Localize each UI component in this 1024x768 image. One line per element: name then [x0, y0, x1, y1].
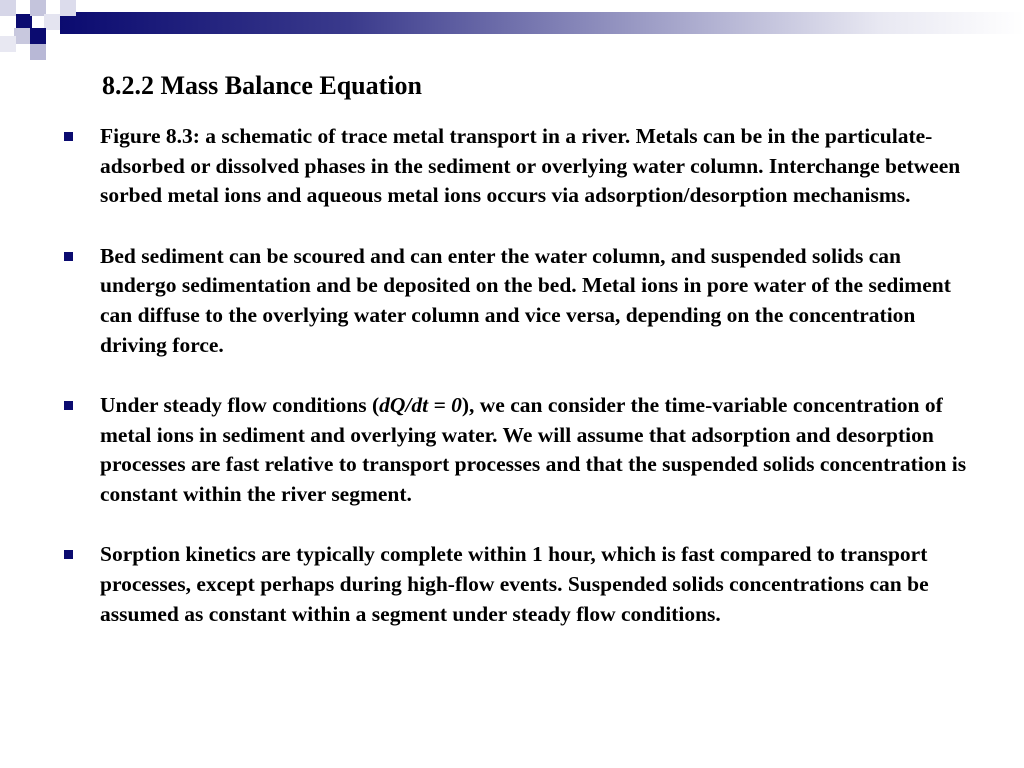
- square-bullet-icon: [64, 401, 73, 410]
- decor-square: [30, 44, 46, 60]
- header-gradient-bar: [60, 12, 1024, 34]
- square-bullet-icon: [64, 132, 73, 141]
- square-bullet-icon: [64, 550, 73, 559]
- decor-square: [44, 14, 60, 30]
- bullet-text: Figure 8.3: a schematic of trace metal transport in a river. Metals can be in the particulate-adsorbed or dissolved phases in the sediment or overlying water column. Interchange between sorbed metal ions and aqueous metal ions occurs via adsorption/desorption mechanisms.: [100, 124, 961, 208]
- bullet-equation: dQ/dt = 0: [379, 392, 462, 417]
- bullet-text-before: Under steady flow conditions (: [100, 392, 380, 417]
- bullet-text: Bed sediment can be scoured and can enter the water column, and suspended solids can undergo sedimentation and be deposited on the bed. Metal ions in pore water of the sediment can diffuse to the overlying water column and vice versa, depending on the concentration driving force.: [100, 243, 951, 357]
- decor-square: [30, 28, 46, 44]
- bullet-text: Sorption kinetics are typically complete within 1 hour, which is fast compared to transport processes, except perhaps during high-flow events. Suspended solids concentrations can be assumed as constant within a segment under steady flow conditions.: [100, 542, 929, 626]
- bullet-item: [100, 242, 980, 361]
- decor-square: [0, 0, 16, 16]
- square-bullet-icon: [64, 252, 73, 261]
- decor-square: [60, 0, 76, 16]
- bullet-item: [100, 122, 980, 211]
- bullet-item: [100, 540, 980, 629]
- slide-title: 8.2.2 Mass Balance Equation: [102, 71, 422, 100]
- bullet-item: [100, 391, 980, 510]
- bullet-list: [100, 122, 980, 660]
- decor-square: [14, 28, 30, 44]
- bullet-text-after: ), we can consider the time-variable concentration of metal ions in sediment and overlying water. We will assume that adsorption and desorption processes are fast relative to transport processes and that the suspended solids concentration is constant within the river segment.: [100, 392, 967, 507]
- decor-square: [0, 36, 16, 52]
- header-decoration: [0, 0, 1024, 60]
